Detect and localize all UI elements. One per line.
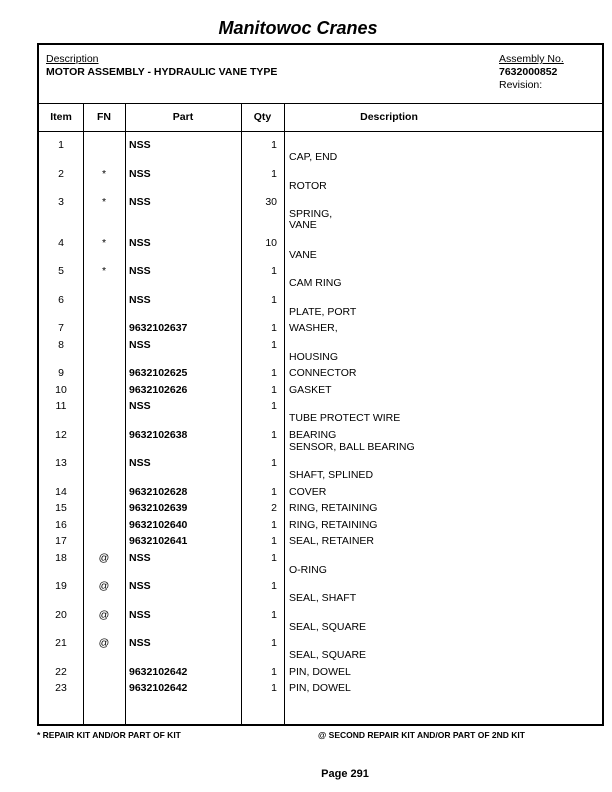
fn-cell: @: [98, 637, 110, 649]
item-cell: 15: [55, 502, 67, 514]
qty-cell: 1: [271, 666, 277, 678]
part-cell: NSS: [129, 265, 151, 277]
qty-cell: 1: [271, 580, 277, 592]
description-cell: RING, RETAINING: [289, 502, 378, 514]
part-cell: NSS: [129, 237, 151, 249]
item-cell: 2: [58, 168, 64, 180]
qty-cell: 1: [271, 429, 277, 441]
fn-cell: *: [101, 168, 107, 180]
description-cell: SHAFT, SPLINED: [289, 468, 374, 481]
page-number: Page 291: [321, 768, 369, 780]
revision-label: Revision:: [499, 79, 543, 91]
description-cell: BEARING SENSOR, BALL BEARING: [289, 429, 415, 453]
fn-cell: @: [98, 552, 110, 564]
footnote-repair-kit: * REPAIR KIT AND/OR PART OF KIT: [37, 730, 181, 740]
part-cell: 9632102639: [129, 502, 188, 514]
header-description: [46, 53, 277, 79]
description-cell: SPRING, VANE: [289, 207, 333, 231]
qty-cell: 2: [271, 502, 277, 514]
column-header-description: Description: [360, 111, 418, 123]
description-cell: CONNECTOR: [289, 367, 357, 379]
part-cell: 9632102641: [129, 535, 188, 547]
part-cell: 9632102640: [129, 519, 188, 531]
part-cell: 9632102628: [129, 486, 188, 498]
item-cell: 19: [55, 580, 67, 592]
assembly-value: 7632000852: [499, 66, 558, 78]
qty-cell: 1: [271, 265, 277, 277]
part-cell: NSS: [129, 400, 151, 412]
description-cell: SEAL, SQUARE: [289, 620, 367, 633]
part-cell: 9632102638: [129, 429, 188, 441]
description-cell: HOUSING: [289, 350, 339, 363]
item-cell: 8: [58, 339, 64, 351]
item-cell: 20: [55, 609, 67, 621]
description-label: Description: [46, 53, 99, 65]
item-cell: 10: [55, 384, 67, 396]
description-cell: PIN, DOWEL: [289, 666, 351, 678]
column-header-fn: FN: [97, 111, 111, 123]
item-cell: 17: [55, 535, 67, 547]
column-header-divider: [39, 131, 602, 132]
item-cell: 13: [55, 457, 67, 469]
part-cell: NSS: [129, 457, 151, 469]
qty-cell: 30: [265, 196, 277, 208]
item-cell: 9: [58, 367, 64, 379]
assembly-label: Assembly No.: [499, 53, 564, 65]
qty-cell: 1: [271, 339, 277, 351]
qty-cell: 1: [271, 535, 277, 547]
item-cell: 11: [55, 400, 67, 412]
column-header-part: Part: [172, 111, 194, 123]
part-cell: 9632102642: [129, 682, 188, 694]
fn-cell: @: [98, 609, 110, 621]
document-title: Manitowoc Cranes: [218, 18, 378, 38]
header-divider: [39, 103, 602, 104]
column-header-item: Item: [50, 111, 72, 123]
part-cell: 9632102626: [129, 384, 188, 396]
qty-cell: 1: [271, 519, 277, 531]
description-cell: VANE: [289, 248, 317, 261]
qty-cell: 1: [271, 294, 277, 306]
description-cell: ROTOR: [289, 179, 327, 192]
part-cell: NSS: [129, 339, 151, 351]
footnote-second-repair-kit: @ SECOND REPAIR KIT AND/OR PART OF 2ND KIT: [318, 730, 525, 740]
fn-cell: *: [101, 237, 107, 249]
description-cell: CAM RING: [289, 276, 342, 289]
qty-cell: 1: [271, 139, 277, 151]
qty-cell: 1: [271, 384, 277, 396]
item-cell: 14: [55, 486, 67, 498]
fn-cell: @: [98, 580, 110, 592]
parts-list-frame: [37, 43, 604, 726]
item-cell: 1: [58, 139, 64, 151]
item-cell: 18: [55, 552, 67, 564]
qty-cell: 1: [271, 168, 277, 180]
qty-cell: 1: [271, 322, 277, 334]
item-cell: 12: [55, 429, 67, 441]
part-cell: NSS: [129, 196, 151, 208]
part-cell: NSS: [129, 168, 151, 180]
description-cell: PIN, DOWEL: [289, 682, 351, 694]
item-cell: 22: [55, 666, 67, 678]
part-cell: NSS: [129, 294, 151, 306]
description-cell: O-RING: [289, 563, 327, 576]
qty-cell: 10: [265, 237, 277, 249]
part-cell: 9632102642: [129, 666, 188, 678]
header-assembly: [499, 53, 564, 92]
part-cell: NSS: [129, 609, 151, 621]
part-cell: NSS: [129, 552, 151, 564]
description-cell: CAP, END: [289, 150, 338, 163]
description-cell: GASKET: [289, 384, 332, 396]
qty-cell: 1: [271, 400, 277, 412]
column-header-qty: Qty: [253, 111, 272, 123]
part-cell: 9632102637: [129, 322, 188, 334]
fn-cell: *: [101, 196, 107, 208]
part-cell: NSS: [129, 139, 151, 151]
description-cell: SEAL, SQUARE: [289, 648, 367, 661]
part-cell: 9632102625: [129, 367, 188, 379]
description-cell: PLATE, PORT: [289, 305, 357, 318]
item-cell: 5: [58, 265, 64, 277]
description-cell: SEAL, SHAFT: [289, 591, 357, 604]
description-cell: RING, RETAINING: [289, 519, 378, 531]
description-cell: WASHER,: [289, 322, 338, 334]
qty-cell: 1: [271, 457, 277, 469]
fn-cell: *: [101, 265, 107, 277]
item-cell: 6: [58, 294, 64, 306]
qty-cell: 1: [271, 552, 277, 564]
qty-cell: 1: [271, 637, 277, 649]
item-cell: 7: [58, 322, 64, 334]
item-cell: 3: [58, 196, 64, 208]
item-cell: 4: [58, 237, 64, 249]
description-cell: COVER: [289, 486, 327, 498]
description-cell: SEAL, RETAINER: [289, 535, 374, 547]
description-cell: TUBE PROTECT WIRE: [289, 411, 401, 424]
item-cell: 16: [55, 519, 67, 531]
qty-cell: 1: [271, 609, 277, 621]
description-value: MOTOR ASSEMBLY - HYDRAULIC VANE TYPE: [46, 66, 278, 78]
qty-cell: 1: [271, 486, 277, 498]
item-cell: 21: [55, 637, 67, 649]
qty-cell: 1: [271, 367, 277, 379]
part-cell: NSS: [129, 637, 151, 649]
part-cell: NSS: [129, 580, 151, 592]
column-divider: [284, 103, 285, 724]
item-cell: 23: [55, 682, 67, 694]
column-divider: [125, 103, 126, 724]
qty-cell: 1: [271, 682, 277, 694]
